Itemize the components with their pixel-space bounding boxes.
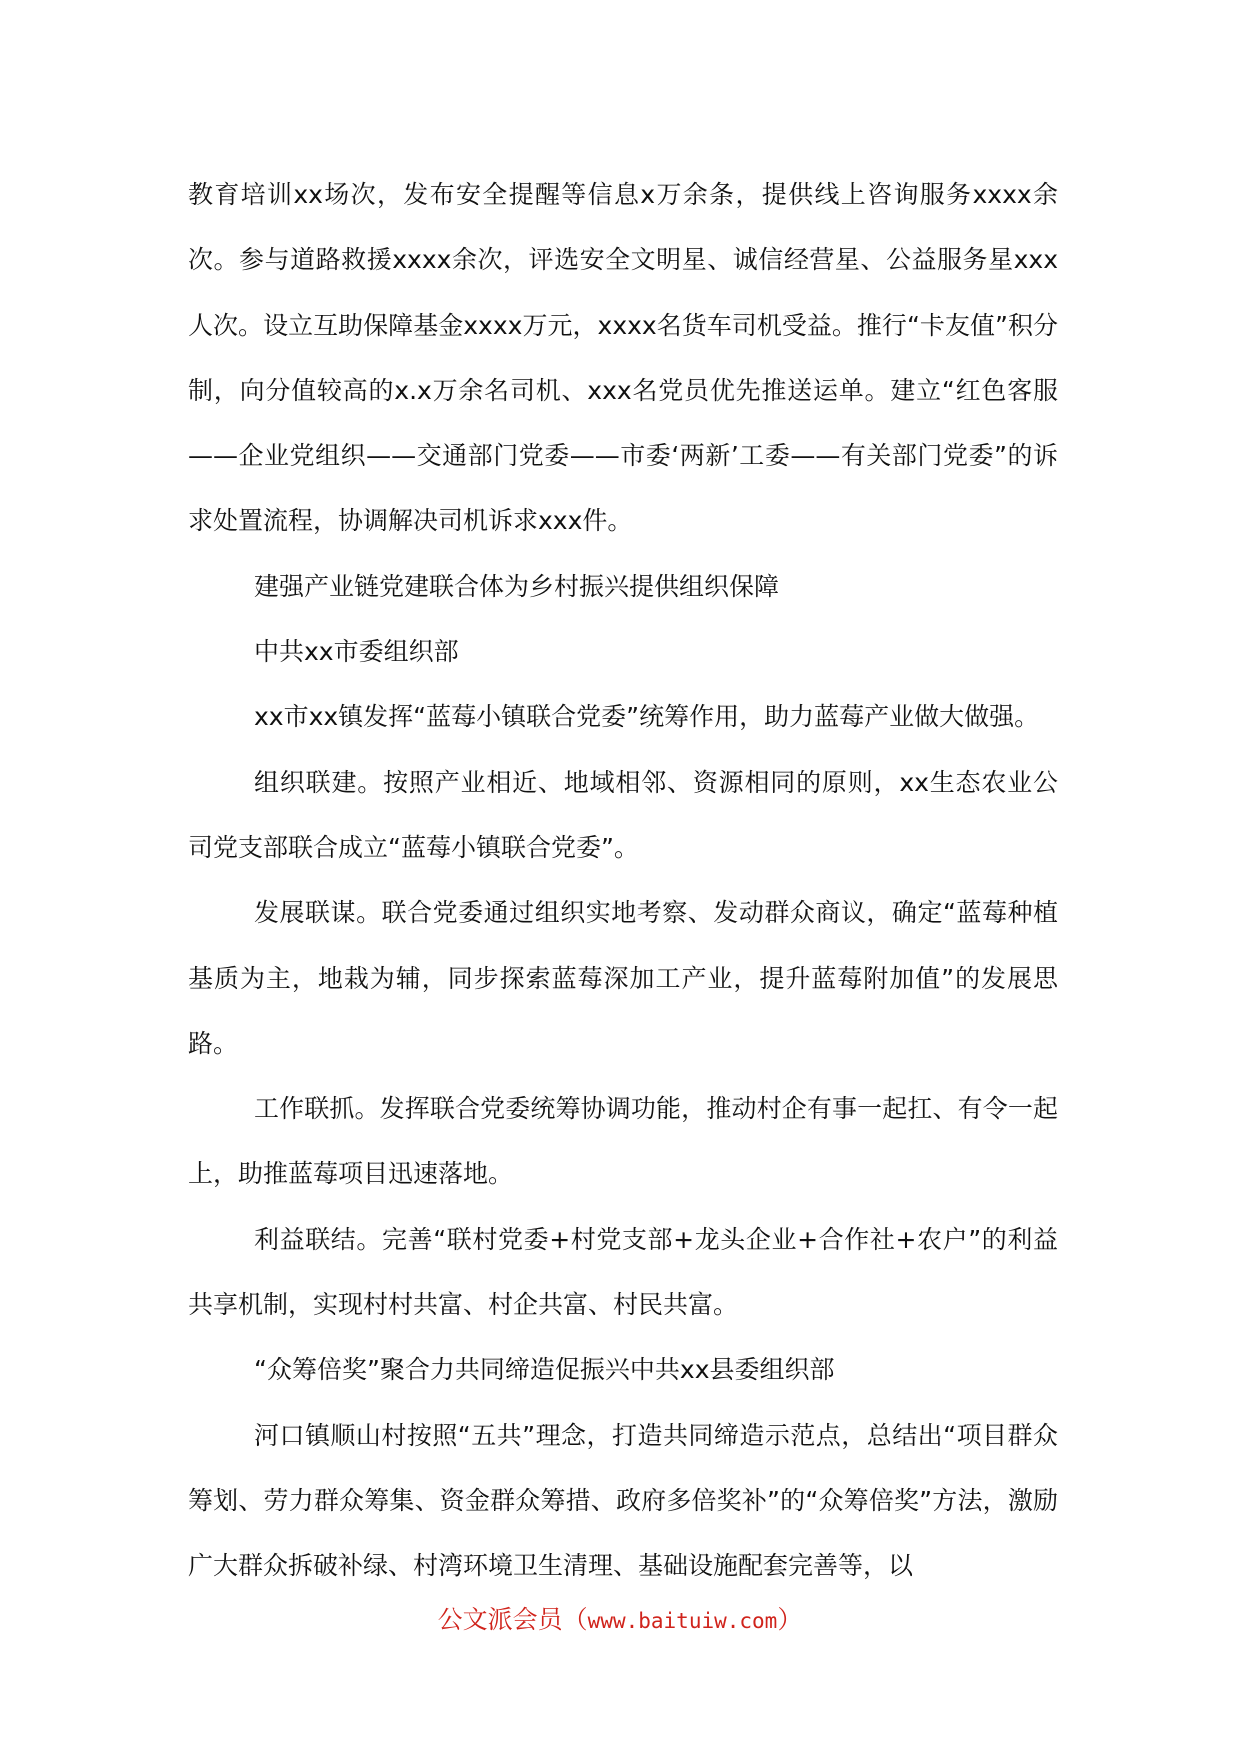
paragraph-hekou: 河口镇顺山村按照“五共”理念，打造共同缔造示范点，总结出“项目群众筹划、劳力群众筹集、资金群众筹措、政府多倍奖补”的“众筹倍奖”方法，激励广大群众拆破补绿、村湾环境卫生清理、基础设施配套完善等，以 (188, 1420, 1058, 1581)
section-title: 建强产业链党建联合体为乡村振兴提供组织保障 (254, 571, 780, 601)
paragraph-overview: xx市xx镇发挥“蓝莓小镇联合党委”统筹作用，助力蓝莓产业做大做强。 (254, 702, 1040, 732)
footer-url[interactable]: www.baituiw.com (587, 1609, 778, 1633)
paragraph-interest: 利益联结。完善“联村党委+村党支部+龙头企业+合作社+农户”的利益共享机制，实现村村共富、村企共富、村民共富。 (188, 1224, 1058, 1320)
paragraph-organization: 组织联建。按照产业相近、地域相邻、资源相同的原则，xx生态农业公司党支部联合成立“蓝莓小镇联合党委”。 (188, 767, 1058, 862)
section-title-2: “众筹倍奖”聚合力共同缔造促振兴中共xx县委组织部 (254, 1355, 835, 1385)
paragraph-development: 发展联谋。联合党委通过组织实地考察、发动群众商议，确定“蓝莓种植基质为主，地栽为辅，同步探索蓝莓深加工产业，提升蓝莓附加值”的发展思路。 (188, 898, 1058, 1058)
footer-label: 公文派会员（ (437, 1605, 588, 1634)
document-body (188, 162, 1058, 1599)
footer-watermark (0, 1604, 1240, 1637)
paragraph-intro: 教育培训xx场次，发布安全提醒等信息x万余条，提供线上咨询服务xxxx余次。参与道路救援xxxx余次，评选安全文明星、诚信经营星、公益服务星xxx人次。设立互助保障基金xxxx万元，xxxx名货车司机受益。推行“卡友值”积分制，向分值较高的x.x万余名司机、xxx名党员优先推送运单。建立“红色客服——企业党组织——交通部门党委——市委‘两新’工委——有关部门党委”的诉求处置流程，协调解决司机诉求xxx件。 (188, 180, 1058, 536)
section-author: 中共xx市委组织部 (254, 637, 459, 667)
footer-close: ） (777, 1605, 803, 1634)
paragraph-work: 工作联抓。发挥联合党委统筹协调功能，推动村企有事一起扛、有令一起上，助推蓝莓项目迅速落地。 (188, 1094, 1058, 1189)
